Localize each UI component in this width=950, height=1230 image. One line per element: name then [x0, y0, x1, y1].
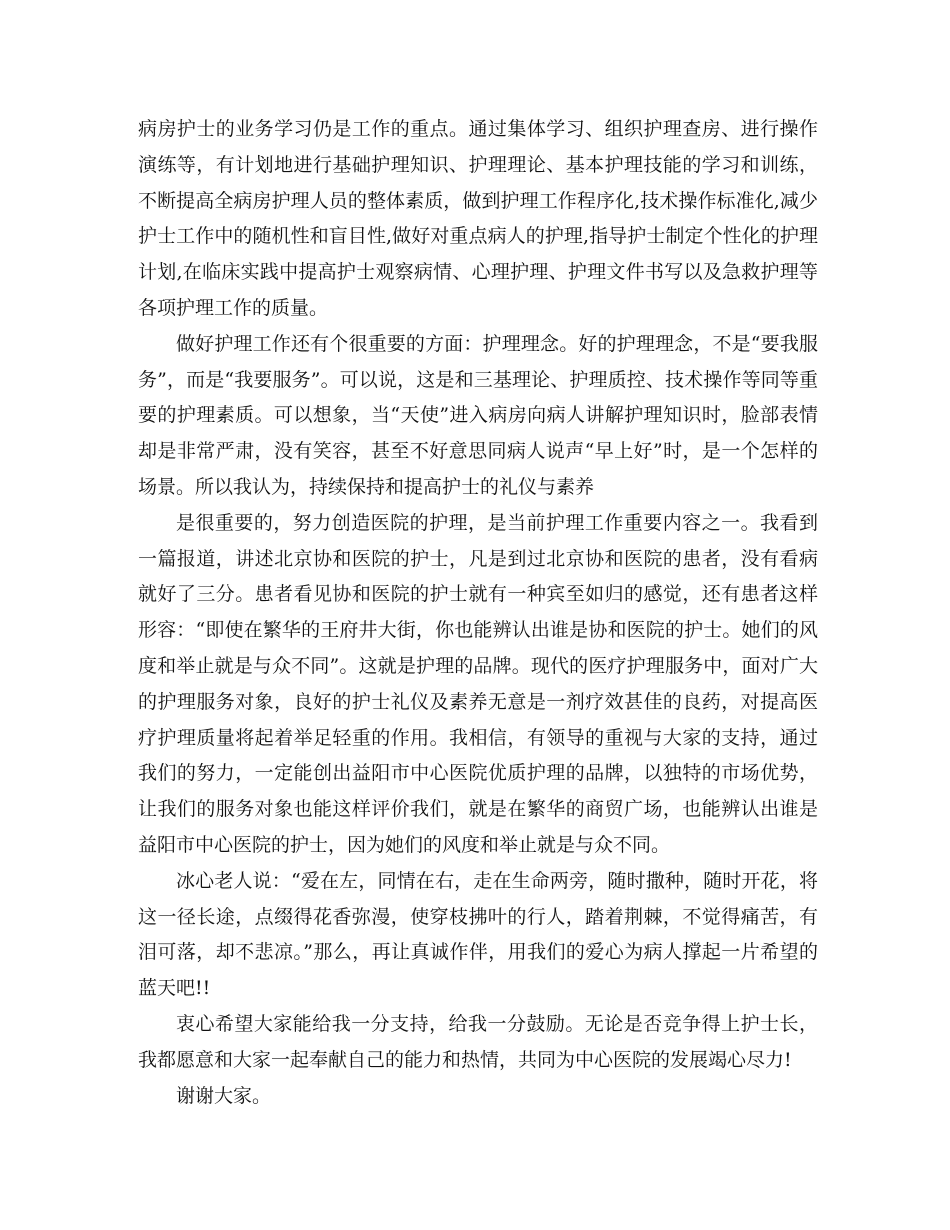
paragraph-nursing-study: 病房护士的业务学习仍是工作的重点。通过集体学习、组织护理查房、进行操作演练等，有计划地进行基础护理知识、护理理论、基本护理技能的学习和训练，不断提高全病房护理人员的整体素质，做到护理工作程序化,技术操作标准化,减少护士工作中的随机性和盲目性,做好对重点病人的护理,指导护士制定个性化的护理计划,在临床实践中提高护士观察病情、心理护理、护理文件书写以及急救护理等各项护理工作的质量。 — [138, 118, 818, 319]
paragraph-bingxin-quote: 冰心老人说：“爱在左，同情在右，走在生命两旁，随时撒种，随时开花，将这一径长途，点缀得花香弥漫，使穿枝拂叶的行人，踏着荆棘，不觉得痛苦，有泪可落，却不悲凉。”那么，再让真诚作伴，用我们的爱心为病人撑起一片希望的蓝天吧!! — [138, 869, 818, 1000]
paragraph-thanks: 谢谢大家。 — [176, 1084, 272, 1107]
paragraph-hospital-brand: 是很重要的，努力创造医院的护理，是当前护理工作重要内容之一。我看到一篇报道，讲述北京协和医院的护士，凡是到过北京协和医院的患者，没有看病就好了三分。患者看见协和医院的护士就有一种宾至如归的感觉，还有患者这样形容：“即使在繁华的王府井大街，你也能辨认出谁是协和医院的护士。她们的风度和举止就是与众不同”。这就是护理的品牌。现代的医疗护理服务中，面对广大的护理服务对象，良好的护士礼仪及素养无意是一剂疗效甚佳的良药，对提高医疗护理质量将起着举足轻重的作用。我相信，有领导的重视与大家的支持，通过我们的努力，一定能创出益阳市中心医院优质护理的品牌，以独特的市场优势，让我们的服务对象也能这样评价我们，就是在繁华的商贸广场，也能辨认出谁是益阳市中心医院的护士，因为她们的风度和举止就是与众不同。 — [138, 511, 818, 856]
paragraph-nursing-philosophy: 做好护理工作还有个很重要的方面：护理理念。好的护理理念，不是“要我服务”，而是“我要服务”。可以说，这是和三基理论、护理质控、技术操作等同等重要的护理素质。可以想象，当“天使”进入病房向病人讲解护理知识时，脸部表情却是非常严肃，没有笑容，甚至不好意思同病人说声“早上好”时，是一个怎样的场景。所以我认为，持续保持和提高护士的礼仪与素养 — [138, 332, 818, 498]
document-body — [138, 112, 818, 1114]
paragraph-closing-wish: 衷心希望大家能给我一分支持，给我一分鼓励。无论是否竞争得上护士长，我都愿意和大家一起奉献自己的能力和热情，共同为中心医院的发展竭心尽力! — [138, 1012, 818, 1071]
